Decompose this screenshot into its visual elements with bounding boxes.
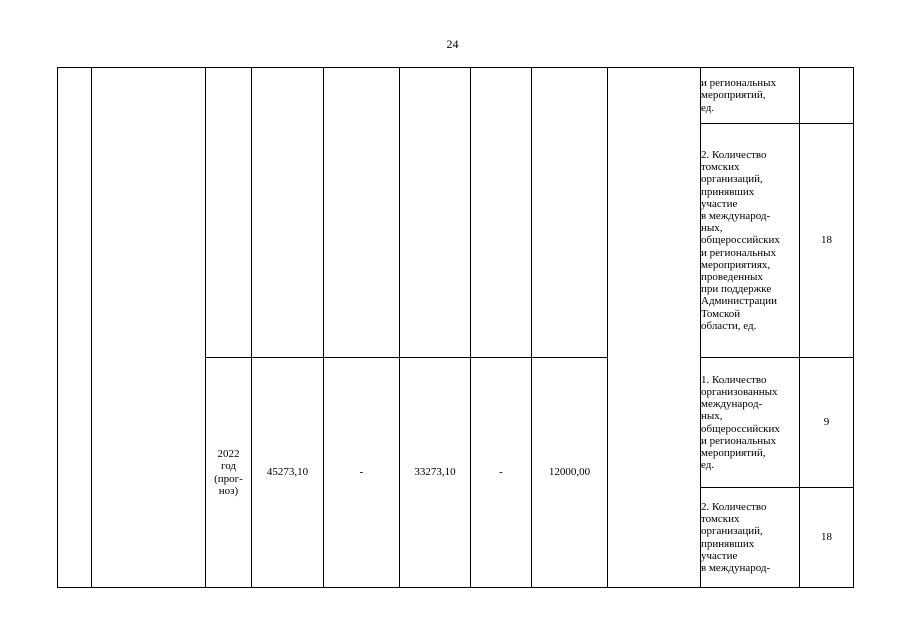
page-number: 24	[446, 37, 459, 51]
empty-cell	[92, 68, 206, 588]
empty-cell	[400, 68, 471, 358]
program-table	[57, 67, 854, 588]
value-cell	[800, 68, 854, 124]
extra-budget-cell: 12000,00	[532, 358, 608, 588]
indicator-text: 1. Количество организованных международ- ных, общероссийских и региональных мероприятий, ед.	[701, 373, 780, 472]
empty-cell	[608, 68, 701, 588]
federal-cell: -	[324, 358, 400, 588]
year-text: 2022 год (прог- ноз)	[214, 448, 243, 497]
indicator-cell	[701, 358, 800, 488]
indicator-text: 2. Количество томских организаций, принявших участие в международ- ных, общероссийских и региональных мероприятиях, проведенных при поддержке Администрации Томской области, ед.	[701, 148, 780, 332]
value-cell: 9	[800, 358, 854, 488]
empty-cell	[252, 68, 324, 358]
value-cell: 18	[800, 124, 854, 358]
indicator-cell	[701, 488, 800, 588]
value-cell: 18	[800, 488, 854, 588]
regional-cell: 33273,10	[400, 358, 471, 588]
indicator-text: 2. Количество томских организаций, принявших участие в международ-	[701, 500, 771, 574]
empty-cell	[58, 68, 92, 588]
table-row	[58, 68, 854, 124]
indicator-cell	[701, 124, 800, 358]
empty-cell	[532, 68, 608, 358]
empty-cell	[206, 68, 252, 358]
indicator-cell	[701, 68, 800, 124]
year-cell	[206, 358, 252, 588]
empty-cell	[471, 68, 532, 358]
total-cell: 45273,10	[252, 358, 324, 588]
empty-cell	[324, 68, 400, 358]
local-cell: -	[471, 358, 532, 588]
indicator-text: и региональных мероприятий, ед.	[701, 77, 777, 114]
